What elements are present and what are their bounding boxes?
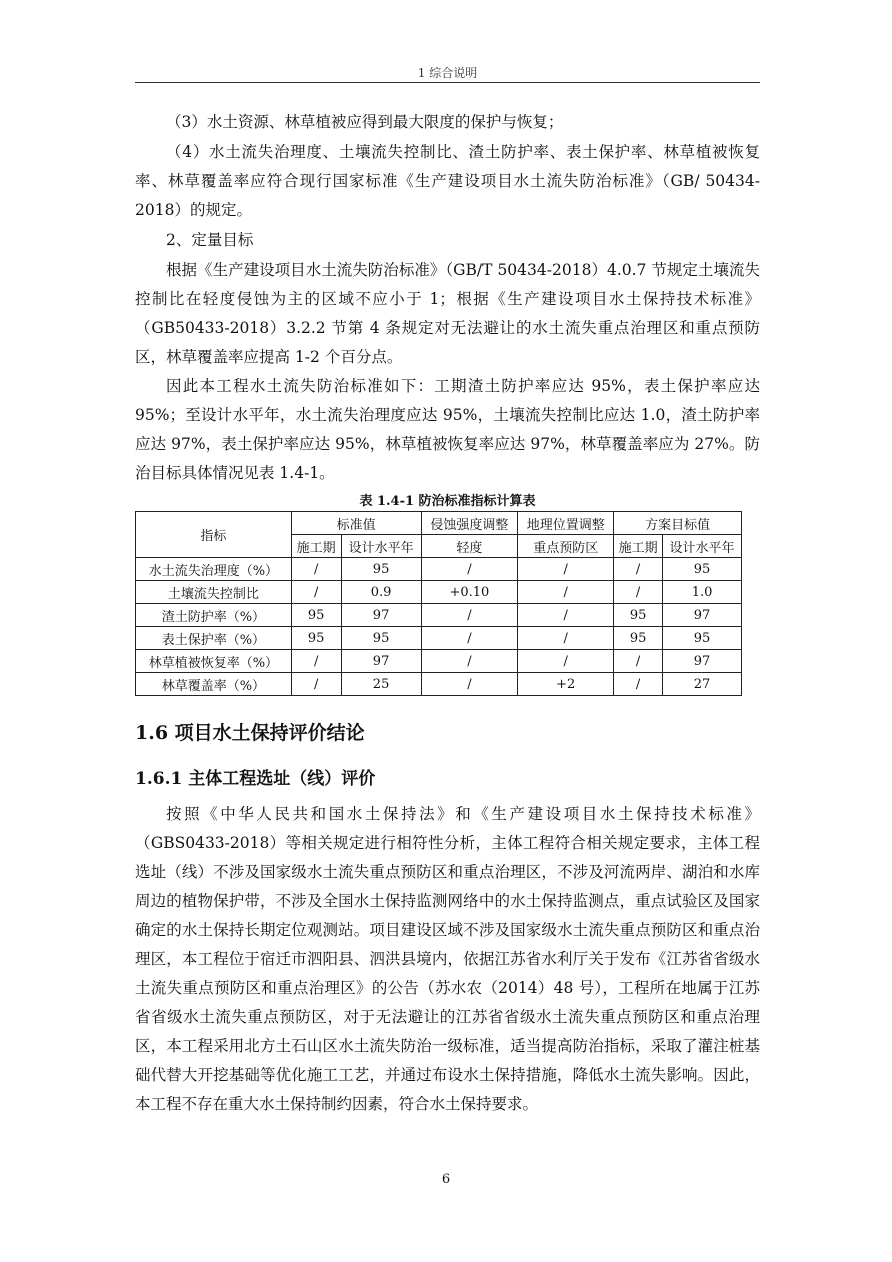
row-label-cell: 渣土防护率（%）: [136, 604, 292, 627]
table-cell: /: [518, 581, 614, 604]
subheader-design-year: 设计水平年: [341, 535, 421, 558]
section-heading-1-6: 1.6 项目水土保持评价结论: [135, 722, 365, 744]
header-target-value: 方案目标值: [614, 512, 742, 535]
paragraph-basis: 根据《生产建设项目水土流失防治标准》（GB/T 50434-2018）4.0.7 节规定土壤流失控制比在轻度侵蚀为主的区域不应小于 1；根据《生产建设项目水土保持技术标准》（GB50433-2018）3.2.2 节第 4 条规定对无法避让的水土流失重点治理区和重点预防区，林草覆盖率应提高 1-2 个百分点。: [135, 261, 760, 366]
table-row: [136, 558, 742, 581]
header-standard-value: 标准值: [291, 512, 421, 535]
paragraph-standards: 因此本工程水土流失防治标准如下：工期渣土防护率应达 95%，表土保护率应达 95%；至设计水平年，水土流失治理度应达 95%，土壤流失控制比应达 1.0，渣土防护率应达 97%，表土保护率应达 95%，林草植被恢复率应达 97%，林草覆盖率应为 27%。防治目标具体情况见表 1.4-1。: [135, 377, 760, 482]
table-cell: /: [518, 558, 614, 581]
paragraph-item-3: （3）水土资源、林草植被应得到最大限度的保护与恢复；: [166, 113, 564, 131]
table-cell: /: [291, 673, 341, 696]
table-cell: /: [614, 558, 663, 581]
table-cell: 95: [341, 627, 421, 650]
subheader-mild: 轻度: [421, 535, 518, 558]
row-label-cell: 林草覆盖率（%）: [136, 673, 292, 696]
page-number: 6: [441, 1172, 451, 1187]
table-row: [136, 673, 742, 696]
table-cell: /: [421, 558, 518, 581]
subheader-key-prevention: 重点预防区: [518, 535, 614, 558]
table-cell: 95: [291, 627, 341, 650]
table-cell: 0.9: [341, 581, 421, 604]
table-cell: /: [518, 627, 614, 650]
table-cell: 95: [663, 627, 742, 650]
table-cell: 97: [341, 604, 421, 627]
table-cell: 95: [614, 604, 663, 627]
table-cell: /: [421, 650, 518, 673]
header-rule: [135, 82, 760, 83]
paragraph-quantitative-goal: 2、定量目标: [166, 231, 254, 249]
table-cell: /: [614, 673, 663, 696]
table-cell: /: [518, 650, 614, 673]
table-cell: 97: [663, 650, 742, 673]
paragraph-site-evaluation: 按照《中华人民共和国水土保持法》和《生产建设项目水土保持技术标准》（GBS0433-2018）等相关规定进行相符性分析，主体工程符合相关规定要求，主体工程选址（线）不涉及国家级水土流失重点预防区和重点治理区，不涉及河流两岸、湖泊和水库周边的植物保护带，不涉及全国水土保持监测网络中的水土保持监测点，重点试验区及国家确定的水土保持长期定位观测站。项目建设区域不涉及国家级水土流失重点预防区和重点治理区，本工程位于宿迁市泗阳县、泗洪县境内，依据江苏省水利厅关于发布《江苏省省级水土流失重点预防区和重点治理区》的公告（苏水农（2014）48 号），工程所在地属于江苏省省级水土流失重点预防区，对于无法避让的江苏省省级水土流失重点预防区和重点治理区，本工程采用北方土石山区水土流失防治一级标准，适当提高防治指标，采取了灌注桩基础代替大开挖基础等优化施工工艺，并通过布设水土保持措施，降低水土流失影响。因此，本工程不存在重大水土保持制约因素，符合水土保持要求。: [135, 805, 760, 1113]
header-indicator: 指标: [136, 512, 292, 558]
table-cell: 1.0: [663, 581, 742, 604]
table-row: [136, 650, 742, 673]
standards-table: [135, 511, 742, 696]
table-cell: /: [421, 627, 518, 650]
table-cell: /: [421, 673, 518, 696]
table-cell: /: [291, 650, 341, 673]
paragraph-item-4: （4）水土流失治理度、土壤流失控制比、渣土防护率、表土保护率、林草植被恢复率、林草覆盖率应符合现行国家标准《生产建设项目水土流失防治标准》（GB/ 50434-2018）的规定。: [135, 143, 760, 219]
table-cell: /: [614, 650, 663, 673]
table-cell: /: [421, 604, 518, 627]
row-label-cell: 水土流失治理度（%）: [136, 558, 292, 581]
table-cell: 95: [341, 558, 421, 581]
table-cell: 95: [291, 604, 341, 627]
table-header-row: [136, 512, 742, 535]
row-label-cell: 土壤流失控制比: [136, 581, 292, 604]
table-row: [136, 627, 742, 650]
table-cell: /: [291, 581, 341, 604]
table-cell: 95: [614, 627, 663, 650]
running-header: 1 综合说明: [417, 66, 478, 80]
table-cell: 95: [663, 558, 742, 581]
header-erosion-adjust: 侵蚀强度调整: [421, 512, 518, 535]
subheader-design-year-2: 设计水平年: [663, 535, 742, 558]
section-heading-1-6-1: 1.6.1 主体工程选址（线）评价: [135, 769, 376, 789]
table-cell: /: [291, 558, 341, 581]
table-cell: 27: [663, 673, 742, 696]
table-row: [136, 604, 742, 627]
table-cell: +2: [518, 673, 614, 696]
table-cell: /: [518, 604, 614, 627]
row-label-cell: 表土保护率（%）: [136, 627, 292, 650]
table-cell: +0.10: [421, 581, 518, 604]
row-label-cell: 林草植被恢复率（%）: [136, 650, 292, 673]
header-location-adjust: 地理位置调整: [518, 512, 614, 535]
table-cell: 97: [663, 604, 742, 627]
subheader-construction: 施工期: [291, 535, 341, 558]
table-cell: 25: [341, 673, 421, 696]
table-cell: 97: [341, 650, 421, 673]
subheader-construction-2: 施工期: [614, 535, 663, 558]
table-caption: 表 1.4-1 防治标准指标计算表: [359, 494, 536, 509]
table-cell: /: [614, 581, 663, 604]
table-row: [136, 581, 742, 604]
